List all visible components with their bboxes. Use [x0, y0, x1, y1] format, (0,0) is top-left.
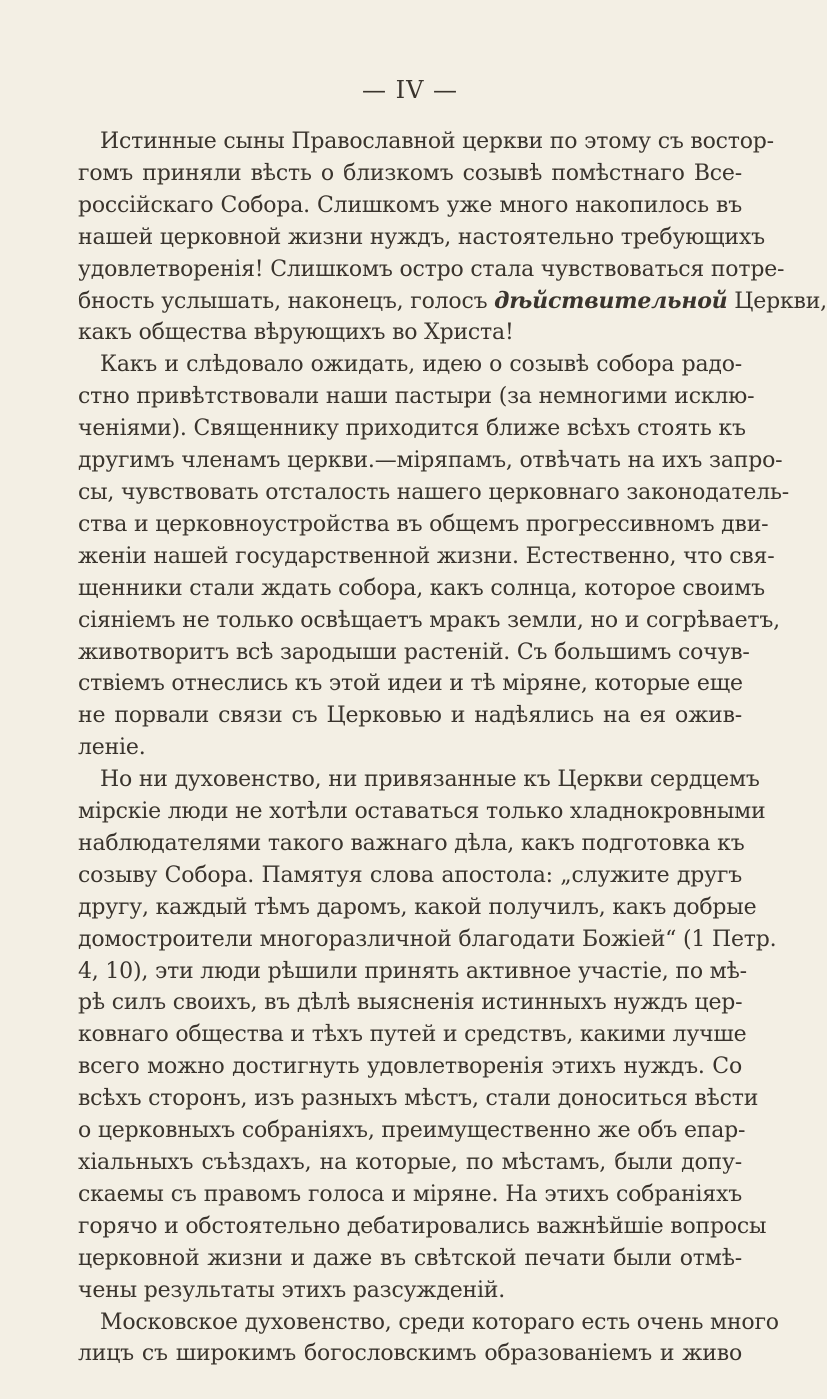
text-line: домостроители многоразличной благодати Божіей“ (1 Петр.: [78, 926, 777, 952]
text-line: ствіемъ отнеслись къ этой идеи и тѣ міряне, которые еще: [78, 671, 743, 697]
text-line: какъ общества вѣрующихъ во Христа!: [78, 320, 514, 346]
text-line: горячо и обстоятельно дебатировались важнѣйшіе вопросы: [78, 1213, 767, 1239]
text-line: хіальныхъ съѣздахъ, на которые, по мѣстамъ, были допу-: [78, 1150, 742, 1175]
emphasized-word: дѣйствительной: [494, 287, 728, 314]
text-line: сы, чувствовать отсталость нашего церковнаго законодатель-: [78, 479, 790, 505]
text-segment: бность услышать, наконецъ, голосъ: [78, 288, 495, 314]
text-line: нашей церковной жизни нуждъ, настоятельно требующихъ: [78, 224, 765, 250]
text-line: церковной жизни и даже въ свѣтской печати были отмѣ-: [78, 1245, 742, 1271]
text-line: животворитъ всѣ зародыши растеній. Съ большимъ сочув-: [78, 639, 750, 665]
text-line: сіяніемъ не только освѣщаетъ мракъ земли, но и согрѣваетъ,: [78, 607, 780, 633]
text-line: стно привѣтствовали наши пастыри (за немногими исклю-: [78, 384, 755, 410]
text-line: щенники стали ждать собора, какъ солнца, которое своимъ: [78, 575, 765, 601]
text-line: не порвали связи съ Церковью и надѣялись на ея ожив-: [78, 703, 742, 729]
text-line: скаемы съ правомъ голоса и міряне. На этихъ собраніяхъ: [78, 1181, 742, 1207]
document-body: [78, 126, 827, 1370]
text-line: другу, каждый тѣмъ даромъ, какой получилъ, какъ добрые: [78, 894, 757, 920]
text-line: лицъ съ широкимъ богословскимъ образованіемъ и живо: [78, 1341, 742, 1367]
text-line: ченіями). Священнику приходится ближе всѣхъ стоять къ: [78, 416, 746, 442]
text-line: всѣхъ сторонъ, изъ разныхъ мѣстъ, стали доноситься вѣсти: [78, 1086, 759, 1112]
text-segment: Церкви,: [727, 288, 827, 314]
text-line: 4, 10), эти люди рѣшили принять активное участіе, по мѣ-: [78, 958, 747, 984]
text-line: созыву Собора. Памятуя слова апостола: „служите другъ: [78, 862, 742, 888]
text-line: ства и церковноустройства въ общемъ прогрессивномъ дви-: [78, 511, 769, 537]
text-line: женіи нашей государственной жизни. Естественно, что свя-: [78, 543, 775, 569]
text-line: [78, 286, 827, 318]
page-number: — IV —: [361, 76, 459, 104]
text-line: Московское духовенство, среди котораго есть очень много: [100, 1309, 779, 1335]
text-line: о церковныхъ собраніяхъ, преимущественно же объ епар-: [78, 1118, 746, 1144]
text-line: россійскаго Собора. Слишкомъ уже много накопилось въ: [78, 192, 742, 218]
text-line: наблюдателями такого важнаго дѣла, какъ подготовка къ: [78, 830, 745, 856]
text-line: Какъ и слѣдовало ожидать, идею о созывѣ собора радо-: [100, 352, 742, 378]
text-line: рѣ силъ своихъ, въ дѣлѣ выясненія истинныхъ нуждъ цер-: [78, 990, 743, 1016]
text-line: другимъ членамъ церкви.—міряпамъ, отвѣчать на ихъ запро-: [78, 448, 783, 474]
text-line: мірскіе люди не хотѣли оставаться только хладнокровными: [78, 799, 766, 825]
text-line: удовлетворенія! Слишкомъ остро стала чувствоваться потре-: [78, 256, 785, 282]
text-line: всего можно достигнуть удовлетворенія этихъ нуждъ. Со: [78, 1054, 742, 1080]
text-line: чены результаты этихъ разсужденій.: [78, 1277, 506, 1303]
text-line: гомъ приняли вѣсть о близкомъ созывѣ помѣстнаго Все-: [78, 160, 742, 186]
text-line: ковнаго общества и тѣхъ путей и средствъ, какими лучше: [78, 1022, 747, 1048]
text-line: Истинные сыны Православной церкви по этому съ востор-: [100, 129, 774, 154]
text-line: Но ни духовенство, ни привязанные къ Церкви сердцемъ: [100, 767, 760, 793]
text-line: леніе.: [78, 735, 146, 761]
